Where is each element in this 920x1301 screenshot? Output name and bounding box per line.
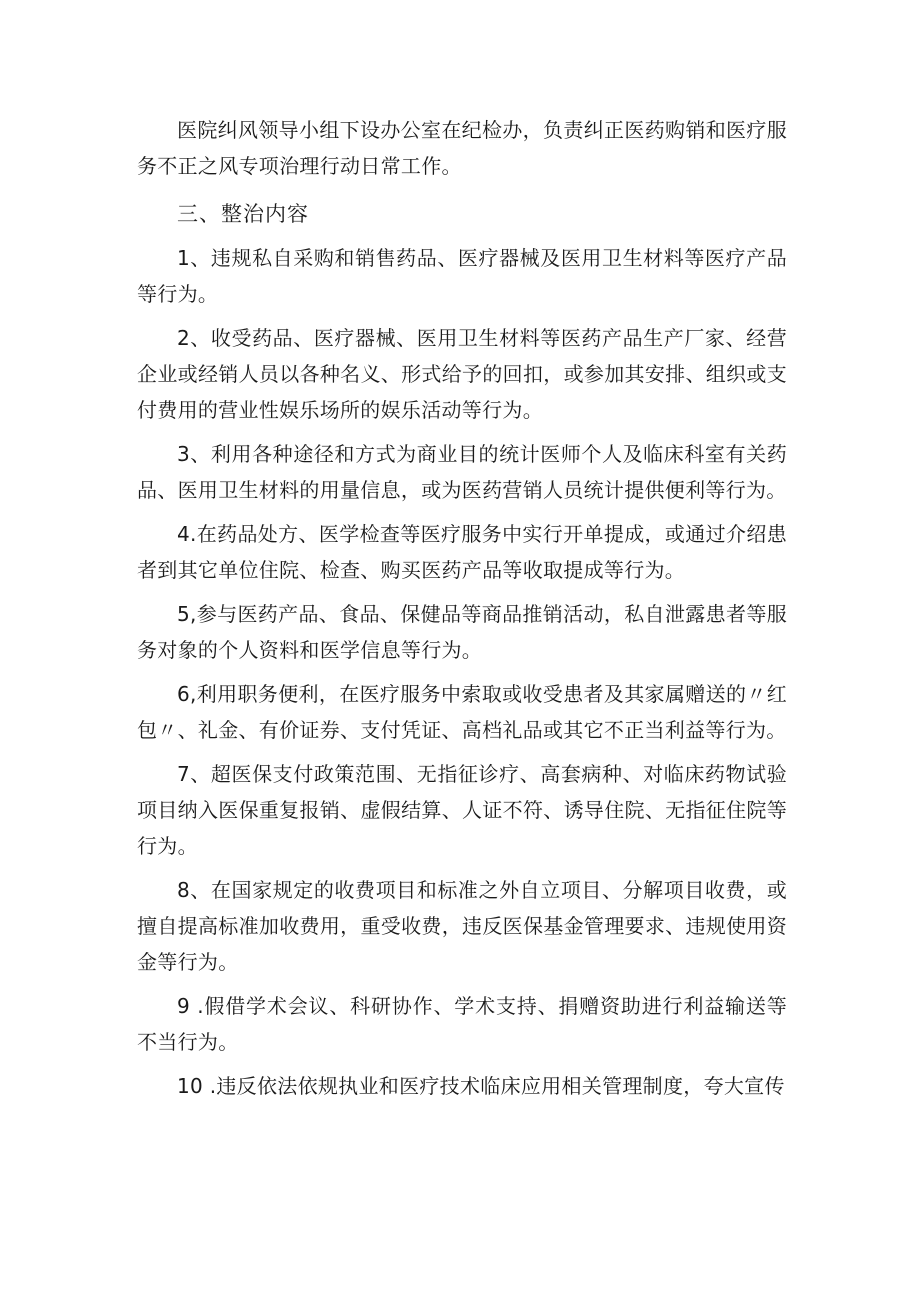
list-item: 9 .假借学术会议、科研协作、学术支持、捐赠资助进行利益输送等不当行为。: [137, 994, 787, 1054]
list-item: 10 .违反依法依规执业和医疗技术临床应用相关管理制度，夸大宣传: [177, 1074, 785, 1098]
list-item: 3、利用各种途径和方式为商业目的统计医师个人及临床科室有关药品、医用卫生材料的用量信息，或为医药营销人员统计提供便利等行为。: [137, 442, 787, 502]
section-heading: 三、整治内容: [177, 202, 309, 226]
list-item: 1、违规私自采购和销售药品、医疗器械及医用卫生材料等医疗产品等行为。: [137, 246, 787, 306]
list-item: 2、收受药品、医疗器械、医用卫生材料等医药产品生产厂家、经营企业或经销人员以各种名义、形式给予的回扣，或参加其安排、组织或支付费用的营业性娱乐场所的娱乐活动等行为。: [137, 326, 787, 422]
document-body: [137, 112, 787, 1104]
list-item: 4.在药品处方、医学检查等医疗服务中实行开单提成，或通过介绍患者到其它单位住院、检查、购买医药产品等收取提成等行为。: [137, 522, 787, 582]
intro-paragraph: 医院纠风领导小组下设办公室在纪检办，负责纠正医药购销和医疗服务不正之风专项治理行动日常工作。: [137, 118, 787, 178]
list-item: 5,参与医药产品、食品、保健品等商品推销活动，私自泄露患者等服务对象的个人资料和医学信息等行为。: [137, 602, 787, 662]
list-item: 7、超医保支付政策范围、无指征诊疗、高套病种、对临床药物试验项目纳入医保重复报销、虚假结算、人证不符、诱导住院、无指征住院等行为。: [137, 762, 787, 858]
list-item: 6,利用职务便利，在医疗服务中索取或收受患者及其家属赠送的〃红包〃、礼金、有价证券、支付凭证、高档礼品或其它不正当利益等行为。: [137, 682, 787, 742]
list-item: 8、在国家规定的收费项目和标准之外自立项目、分解项目收费，或擅自提高标准加收费用，重受收费，违反医保基金管理要求、违规使用资金等行为。: [137, 878, 787, 974]
